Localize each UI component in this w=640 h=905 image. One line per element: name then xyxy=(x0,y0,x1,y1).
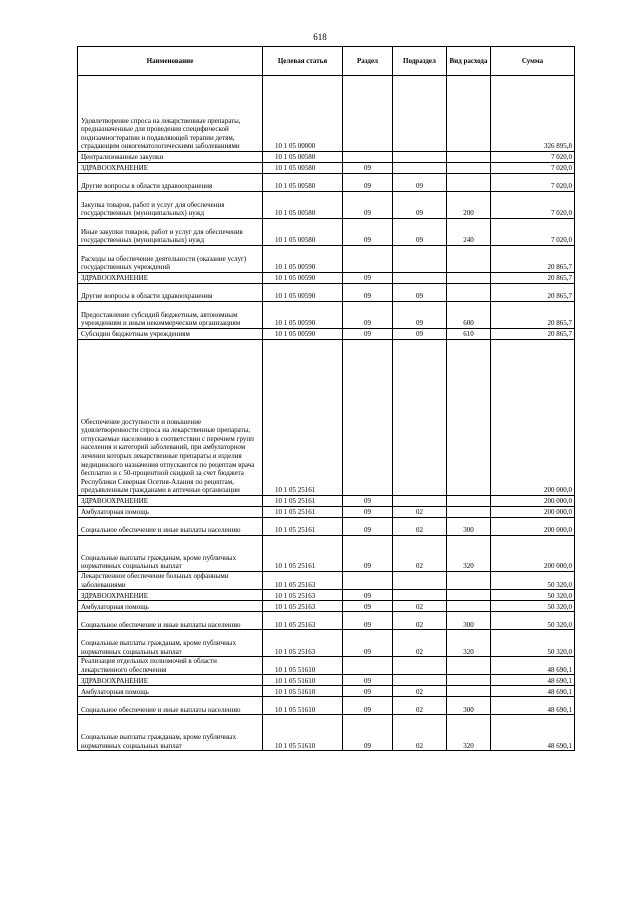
cell-name: Предоставление субсидий бюджетным, автономным учреждениям и иным некоммерческим организациям xyxy=(78,302,263,329)
cell-section: 09 xyxy=(343,302,393,329)
cell-name: Социальные выплаты гражданам, кроме публичных нормативных социальных выплат xyxy=(78,630,263,657)
cell-expense-type xyxy=(447,284,491,302)
cell-subsection xyxy=(393,152,447,163)
table-row xyxy=(78,507,575,518)
cell-section: 09 xyxy=(343,697,393,715)
cell-expense-type xyxy=(447,657,491,675)
cell-target-article: 10 1 05 25161 xyxy=(263,340,343,496)
table-row xyxy=(78,192,575,219)
cell-name: Социальное обеспечение и иные выплаты населению xyxy=(78,612,263,630)
cell-subsection: 02 xyxy=(393,697,447,715)
table-row xyxy=(78,496,575,507)
cell-name: Иные закупки товаров, работ и услуг для обеспечения государственных (муниципальных) нужд xyxy=(78,219,263,246)
cell-sum: 50 320,0 xyxy=(491,630,575,657)
table-row xyxy=(78,686,575,697)
cell-expense-type xyxy=(447,496,491,507)
table-body xyxy=(78,76,575,751)
table-row xyxy=(78,536,575,572)
cell-name: Удовлетворение спроса на лекарственные препараты, предназначенные для проведения специфической подизамногтерапии и подавляющей терапии детям, страдающим онкогематологическими заболеваниями xyxy=(78,76,263,152)
cell-target-article: 10 1 05 00580 xyxy=(263,192,343,219)
cell-sum: 20 865,7 xyxy=(491,329,575,340)
cell-section xyxy=(343,76,393,152)
table-header-row xyxy=(78,47,575,76)
cell-name: ЗДРАВООХРАНЕНИЕ xyxy=(78,675,263,686)
cell-name: Амбулаторная помощь xyxy=(78,601,263,612)
table-row xyxy=(78,697,575,715)
cell-name: Централизованные закупки xyxy=(78,152,263,163)
cell-section: 09 xyxy=(343,715,393,751)
cell-subsection: 09 xyxy=(393,329,447,340)
cell-name: Социальное обеспечение и иные выплаты населению xyxy=(78,518,263,536)
cell-sum: 200 000,0 xyxy=(491,507,575,518)
cell-subsection xyxy=(393,163,447,174)
cell-expense-type xyxy=(447,76,491,152)
cell-section xyxy=(343,340,393,496)
cell-expense-type: 320 xyxy=(447,536,491,572)
cell-target-article: 10 1 05 25163 xyxy=(263,630,343,657)
cell-target-article: 10 1 05 51610 xyxy=(263,675,343,686)
cell-expense-type: 320 xyxy=(447,630,491,657)
cell-sum: 20 865,7 xyxy=(491,246,575,273)
table-row xyxy=(78,174,575,192)
cell-section: 09 xyxy=(343,507,393,518)
table-row xyxy=(78,572,575,590)
cell-target-article: 10 1 05 25163 xyxy=(263,572,343,590)
cell-expense-type xyxy=(447,152,491,163)
cell-sum: 50 320,0 xyxy=(491,601,575,612)
cell-sum: 50 320,0 xyxy=(491,590,575,601)
cell-section: 09 xyxy=(343,686,393,697)
cell-target-article: 10 1 05 00580 xyxy=(263,152,343,163)
cell-target-article: 10 1 05 00590 xyxy=(263,302,343,329)
cell-subsection: 02 xyxy=(393,518,447,536)
cell-expense-type xyxy=(447,273,491,284)
table-row xyxy=(78,163,575,174)
cell-sum: 200 000,0 xyxy=(491,496,575,507)
header-target-article: Целевая статья xyxy=(263,47,343,76)
cell-name: Субсидии бюджетным учреждениям xyxy=(78,329,263,340)
cell-sum: 7 020,0 xyxy=(491,174,575,192)
cell-name: Социальные выплаты гражданам, кроме публичных нормативных социальных выплат xyxy=(78,715,263,751)
cell-section: 09 xyxy=(343,518,393,536)
cell-target-article: 10 1 05 25161 xyxy=(263,518,343,536)
cell-target-article: 10 1 05 51610 xyxy=(263,657,343,675)
cell-subsection: 09 xyxy=(393,284,447,302)
cell-target-article: 10 1 05 00000 xyxy=(263,76,343,152)
header-subsection: Подраздел xyxy=(393,47,447,76)
header-expense-type: Вид расхода xyxy=(447,47,491,76)
header-sum: Сумма xyxy=(491,47,575,76)
table-row xyxy=(78,715,575,751)
cell-subsection xyxy=(393,273,447,284)
table-row xyxy=(78,284,575,302)
cell-expense-type xyxy=(447,340,491,496)
cell-sum: 20 865,7 xyxy=(491,284,575,302)
header-name: Наименование xyxy=(78,47,263,76)
table-row xyxy=(78,329,575,340)
cell-expense-type xyxy=(447,686,491,697)
table-row xyxy=(78,590,575,601)
cell-target-article: 10 1 05 25163 xyxy=(263,590,343,601)
cell-section xyxy=(343,657,393,675)
cell-section: 09 xyxy=(343,163,393,174)
cell-subsection: 02 xyxy=(393,612,447,630)
cell-name: Расходы на обеспечение деятельности (оказание услуг) государственных учреждений xyxy=(78,246,263,273)
cell-name: Обеспечение доступности и повышение удовлетворенности спроса на лекарственные препараты, отпускаемые населению в соответствии с перечнем групп населения и категорий заболеваний, при амбулаторном лечении которых лекарственные препараты и изделия медицинского назначения отпускаются по рецептам врача бесплатно и с 50-процентной скидкой за счет бюджета Республики Северная Осетия-Алания по рецептам, предъявленным гражданами в аптечные организации xyxy=(78,340,263,496)
cell-name: Амбулаторная помощь xyxy=(78,686,263,697)
cell-subsection: 09 xyxy=(393,302,447,329)
cell-sum: 200 000,0 xyxy=(491,518,575,536)
cell-subsection: 02 xyxy=(393,601,447,612)
cell-target-article: 10 1 05 25161 xyxy=(263,536,343,572)
cell-subsection xyxy=(393,496,447,507)
cell-name: Амбулаторная помощь xyxy=(78,507,263,518)
table-row xyxy=(78,152,575,163)
cell-sum: 20 865,7 xyxy=(491,273,575,284)
table-row xyxy=(78,518,575,536)
table-row xyxy=(78,302,575,329)
cell-target-article: 10 1 05 51610 xyxy=(263,715,343,751)
cell-section: 09 xyxy=(343,590,393,601)
cell-target-article: 10 1 05 00590 xyxy=(263,284,343,302)
cell-section xyxy=(343,246,393,273)
cell-sum: 50 320,0 xyxy=(491,572,575,590)
cell-sum: 7 020,0 xyxy=(491,192,575,219)
table-row xyxy=(78,601,575,612)
cell-name: Закупка товаров, работ и услуг для обеспечения государственных (муниципальных) нужд xyxy=(78,192,263,219)
cell-target-article: 10 1 05 00580 xyxy=(263,163,343,174)
cell-subsection xyxy=(393,246,447,273)
cell-expense-type: 300 xyxy=(447,697,491,715)
cell-expense-type: 600 xyxy=(447,302,491,329)
cell-subsection: 09 xyxy=(393,174,447,192)
cell-subsection: 02 xyxy=(393,507,447,518)
cell-sum: 7 020,0 xyxy=(491,152,575,163)
cell-name: ЗДРАВООХРАНЕНИЕ xyxy=(78,496,263,507)
table-row xyxy=(78,657,575,675)
cell-name: Социальное обеспечение и иные выплаты населению xyxy=(78,697,263,715)
cell-sum: 50 320,0 xyxy=(491,612,575,630)
cell-section xyxy=(343,152,393,163)
cell-expense-type xyxy=(447,675,491,686)
cell-sum: 48 690,1 xyxy=(491,715,575,751)
cell-section: 09 xyxy=(343,612,393,630)
cell-expense-type xyxy=(447,601,491,612)
cell-name: ЗДРАВООХРАНЕНИЕ xyxy=(78,163,263,174)
cell-subsection xyxy=(393,675,447,686)
cell-section: 09 xyxy=(343,219,393,246)
cell-section: 09 xyxy=(343,496,393,507)
cell-target-article: 10 1 05 25163 xyxy=(263,601,343,612)
cell-sum: 200 000,0 xyxy=(491,536,575,572)
cell-subsection: 09 xyxy=(393,219,447,246)
cell-target-article: 10 1 05 00580 xyxy=(263,174,343,192)
cell-name: Лекарственное обеспечение больных орфанными заболеваниями xyxy=(78,572,263,590)
cell-target-article: 10 1 05 00590 xyxy=(263,246,343,273)
budget-table xyxy=(77,46,575,751)
cell-section: 09 xyxy=(343,329,393,340)
cell-target-article: 10 1 05 00590 xyxy=(263,273,343,284)
cell-expense-type xyxy=(447,246,491,273)
cell-section: 09 xyxy=(343,601,393,612)
cell-subsection xyxy=(393,572,447,590)
cell-subsection: 02 xyxy=(393,686,447,697)
cell-subsection: 02 xyxy=(393,715,447,751)
cell-expense-type: 200 xyxy=(447,192,491,219)
cell-expense-type xyxy=(447,174,491,192)
cell-section: 09 xyxy=(343,192,393,219)
cell-expense-type xyxy=(447,572,491,590)
cell-name: ЗДРАВООХРАНЕНИЕ xyxy=(78,590,263,601)
table-row xyxy=(78,340,575,496)
cell-subsection xyxy=(393,657,447,675)
cell-expense-type: 320 xyxy=(447,715,491,751)
cell-expense-type: 300 xyxy=(447,518,491,536)
cell-section: 09 xyxy=(343,536,393,572)
table-row xyxy=(78,76,575,152)
cell-subsection xyxy=(393,340,447,496)
cell-section: 09 xyxy=(343,630,393,657)
cell-expense-type xyxy=(447,590,491,601)
cell-section: 09 xyxy=(343,675,393,686)
cell-target-article: 10 1 05 25163 xyxy=(263,612,343,630)
cell-section: 09 xyxy=(343,273,393,284)
cell-name: ЗДРАВООХРАНЕНИЕ xyxy=(78,273,263,284)
table-row xyxy=(78,630,575,657)
page-number: 618 xyxy=(313,32,327,42)
cell-sum: 48 690,1 xyxy=(491,657,575,675)
cell-sum: 48 690,1 xyxy=(491,675,575,686)
cell-sum: 7 020,0 xyxy=(491,219,575,246)
cell-expense-type: 300 xyxy=(447,612,491,630)
cell-sum: 48 690,1 xyxy=(491,686,575,697)
header-section: Раздел xyxy=(343,47,393,76)
cell-name: Социальные выплаты гражданам, кроме публичных нормативных социальных выплат xyxy=(78,536,263,572)
cell-section: 09 xyxy=(343,284,393,302)
cell-name: Реализация отдельных полномочий в области лекарственного обеспечения xyxy=(78,657,263,675)
cell-expense-type: 240 xyxy=(447,219,491,246)
cell-subsection: 09 xyxy=(393,192,447,219)
cell-subsection: 02 xyxy=(393,536,447,572)
cell-expense-type xyxy=(447,507,491,518)
cell-target-article: 10 1 05 00580 xyxy=(263,219,343,246)
cell-expense-type xyxy=(447,163,491,174)
cell-target-article: 10 1 05 25161 xyxy=(263,507,343,518)
cell-sum: 20 865,7 xyxy=(491,302,575,329)
cell-sum: 326 895,8 xyxy=(491,76,575,152)
cell-sum: 7 020,0 xyxy=(491,163,575,174)
cell-expense-type: 610 xyxy=(447,329,491,340)
cell-subsection xyxy=(393,590,447,601)
table-row xyxy=(78,675,575,686)
cell-subsection: 02 xyxy=(393,630,447,657)
cell-name: Другие вопросы в области здравоохранения xyxy=(78,174,263,192)
cell-name: Другие вопросы в области здравоохранения xyxy=(78,284,263,302)
cell-subsection xyxy=(393,76,447,152)
cell-target-article: 10 1 05 51610 xyxy=(263,697,343,715)
cell-target-article: 10 1 05 25161 xyxy=(263,496,343,507)
table-row xyxy=(78,273,575,284)
cell-section xyxy=(343,572,393,590)
table-row xyxy=(78,612,575,630)
cell-sum: 48 690,1 xyxy=(491,697,575,715)
table-row xyxy=(78,219,575,246)
table-row xyxy=(78,246,575,273)
cell-section: 09 xyxy=(343,174,393,192)
cell-target-article: 10 1 05 51610 xyxy=(263,686,343,697)
cell-target-article: 10 1 05 00590 xyxy=(263,329,343,340)
cell-sum: 200 000,0 xyxy=(491,340,575,496)
